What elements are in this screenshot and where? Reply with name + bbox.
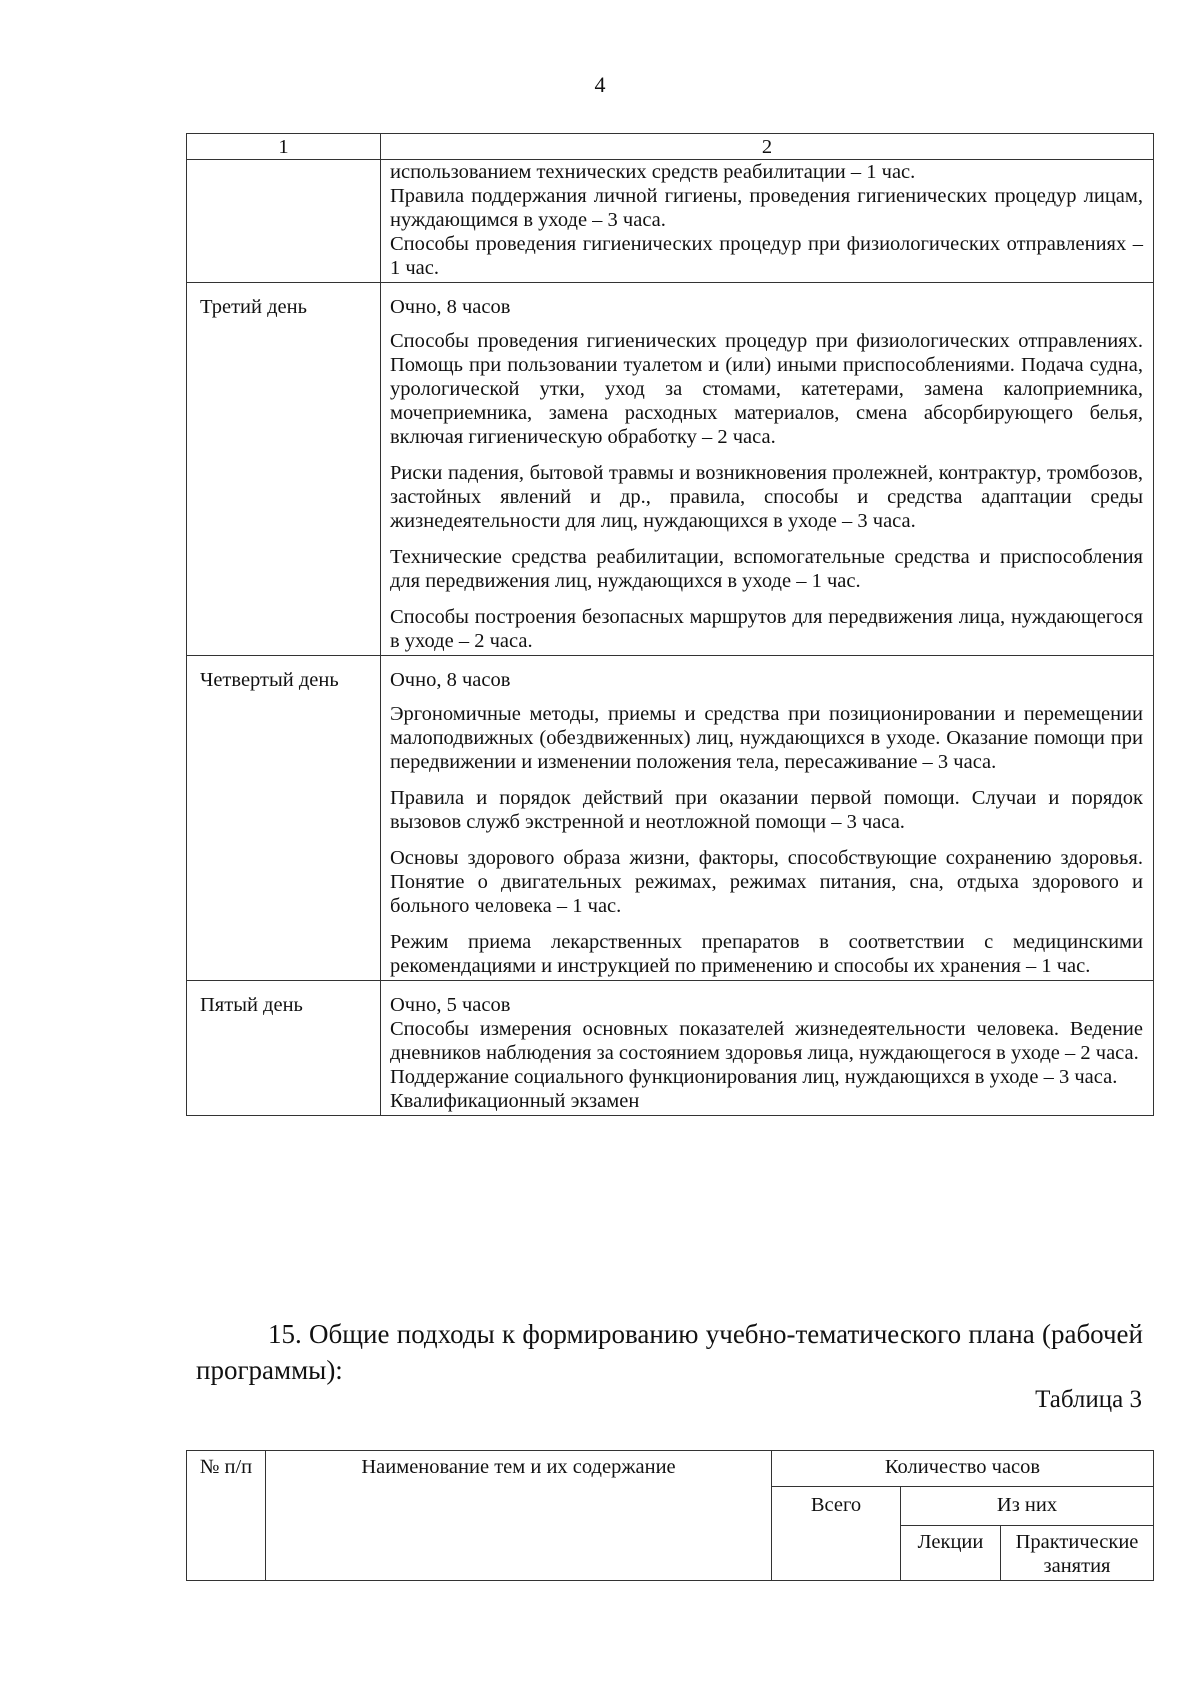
section-heading: 15. Общие подходы к формированию учебно-тематического плана (рабочей программы):	[196, 1319, 1143, 1385]
topic-item: Режим приема лекарственных препаратов в соответствии с медицинскими рекомендациями и инструкцией по применению и способы их хранения – 1 час.	[390, 931, 1143, 977]
col-topics-header: Наименование тем и их содержание	[266, 1451, 772, 1581]
table-header-row	[187, 134, 1154, 160]
table-caption: Таблица 3	[1035, 1386, 1142, 1413]
table-row	[187, 283, 1154, 656]
col-total-header: Всего	[772, 1487, 901, 1581]
day-label: Пятый день	[187, 981, 381, 1116]
plan-table	[186, 1450, 1154, 1581]
content-cell	[381, 160, 1154, 283]
plan-header-row	[187, 1451, 1154, 1487]
study-mode: Очно, 8 часов	[390, 669, 511, 691]
col-lectures-header: Лекции	[901, 1526, 1001, 1581]
col-number-header: № п/п	[187, 1451, 266, 1581]
content-cell	[381, 656, 1154, 981]
day-label: Четвертый день	[187, 656, 381, 981]
topic-item: Способы измерения основных показателей жизнедеятельности человека. Ведение дневников наблюдения за состоянием здоровья лица, нуждающегося в уходе – 2 часа.	[390, 1018, 1143, 1064]
content-cell	[381, 981, 1154, 1116]
col-of-them-header: Из них	[901, 1487, 1154, 1526]
header-col-2: 2	[381, 134, 1154, 160]
topic-item: использованием технических средств реабилитации – 1 час.	[390, 161, 916, 183]
study-mode: Очно, 8 часов	[390, 296, 511, 318]
topic-item: Способы проведения гигиенических процедур при физиологических отправлениях – 1 час.	[390, 233, 1143, 279]
topic-item: Правила поддержания личной гигиены, проведения гигиенических процедур лицам, нуждающимся в уходе – 3 часа.	[390, 185, 1143, 231]
header-col-1: 1	[187, 134, 381, 160]
topic-item: Правила и порядок действий при оказании первой помощи. Случаи и порядок вызовов служб экстренной и неотложной помощи – 3 часа.	[390, 787, 1143, 833]
day-label: Третий день	[187, 283, 381, 656]
col-practice-header: Практические занятия	[1001, 1526, 1154, 1581]
table-row	[187, 981, 1154, 1116]
study-mode: Очно, 5 часов	[390, 994, 511, 1016]
topic-item: Квалификационный экзамен	[390, 1090, 640, 1112]
table-row	[187, 656, 1154, 981]
topic-item: Эргономичные методы, приемы и средства при позиционировании и перемещении малоподвижных (обездвиженных) лиц, нуждающихся в уходе. Оказание помощи при передвижении и изменении положения тела, пересаживание – 3 часа.	[390, 703, 1143, 773]
topic-item: Поддержание социального функционирования лиц, нуждающихся в уходе – 3 часа.	[390, 1066, 1118, 1088]
table-row	[187, 160, 1154, 283]
topic-item: Риски падения, бытовой травмы и возникновения пролежней, контрактур, тромбозов, застойных явлений и др., правила, способы и средства адаптации среды жизнедеятельности для лиц, нуждающихся в уходе – 3 часа.	[390, 462, 1143, 532]
topic-item: Способы построения безопасных маршрутов для передвижения лица, нуждающегося в уходе – 2 часа.	[390, 606, 1143, 652]
topic-item: Основы здорового образа жизни, факторы, способствующие сохранению здоровья. Понятие о двигательных режимах, режимах питания, сна, отдыха здорового и больного человека – 1 час.	[390, 847, 1143, 917]
day-cell-empty	[187, 160, 381, 283]
topic-item: Технические средства реабилитации, вспомогательные средства и приспособления для передвижения лиц, нуждающихся в уходе – 1 час.	[390, 546, 1143, 592]
topic-item: Способы проведения гигиенических процедур при физиологических отправлениях. Помощь при пользовании туалетом и (или) иными приспособлениями. Подача судна, урологической утки, уход за стомами, катетерами, замена калоприемника, мочеприемника, замена расходных материалов, смена абсорбирующего белья, включая гигиеническую обработку – 2 часа.	[390, 330, 1143, 448]
schedule-table	[186, 133, 1154, 1116]
content-cell	[381, 283, 1154, 656]
col-hours-header: Количество часов	[772, 1451, 1154, 1487]
page-number: 4	[594, 72, 606, 97]
